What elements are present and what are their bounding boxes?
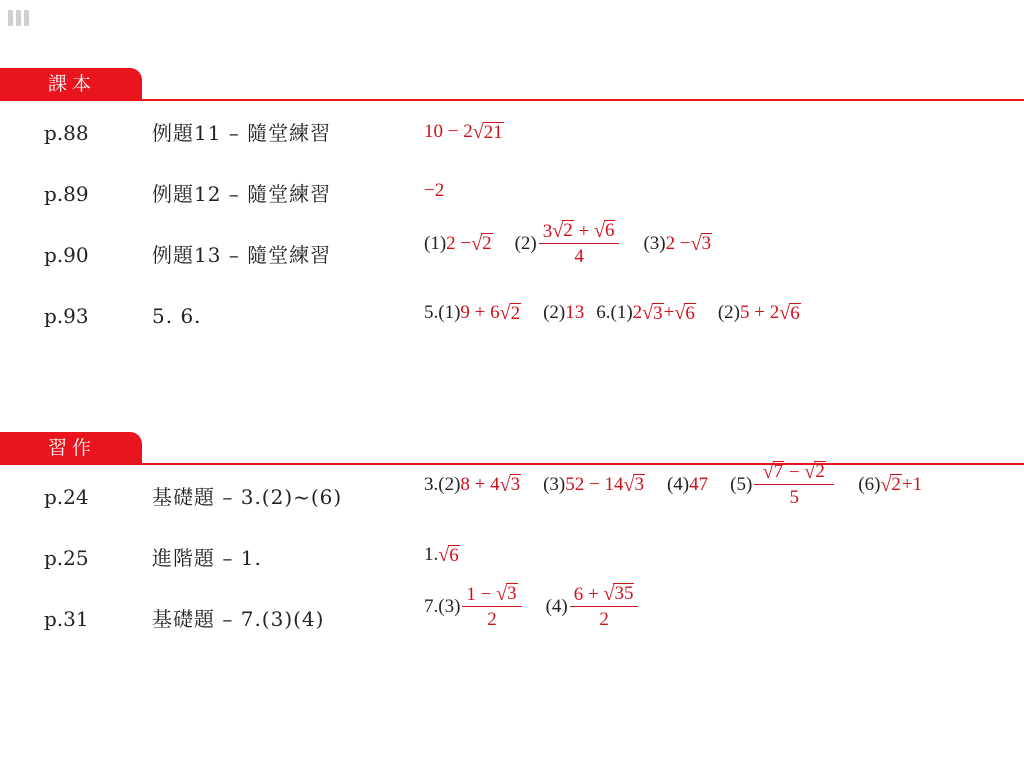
answer: 3.(2) 8 + 4 √ 3 (3) 52 − 14 √ 3 (4) 47 (5) √ 7 − √ 2 5 (6) √ 2 +1 — [424, 460, 923, 508]
list-item — [0, 123, 1024, 184]
section-title: 課本 — [0, 68, 142, 101]
page-ref: p.93 — [44, 304, 89, 328]
workbook-section — [0, 432, 1024, 670]
exercise-desc: 5. 6. — [152, 304, 202, 328]
answer: −2 — [424, 180, 445, 201]
list-item — [0, 460, 1024, 548]
page-ref: p.31 — [44, 607, 89, 631]
section-header — [0, 68, 1024, 102]
page-ref: p.24 — [44, 485, 89, 509]
section-title: 習作 — [0, 432, 142, 465]
list-item — [0, 582, 1024, 670]
answer: 5.(1) 9 + 6 √ 2 (2) 13 6.(1) 2 √ 3 + √ 6 (2) 5 + 2 √ 6 — [424, 302, 800, 325]
answer: 1. √ 6 — [424, 544, 459, 567]
answer: 10 − 2 √ 21 — [424, 121, 503, 144]
exercise-desc: 例題12 – 隨堂練習 — [152, 182, 332, 206]
exercise-desc: 例題11 – 隨堂練習 — [152, 121, 332, 145]
answer: 7.(3) 1 − √ 3 2 (4) 6 + √ 35 2 — [424, 583, 640, 631]
section-divider — [0, 99, 1024, 101]
page-ref: p.88 — [44, 121, 89, 145]
page-ref: p.89 — [44, 182, 89, 206]
list-item — [0, 302, 1024, 367]
page-ref: p.90 — [44, 243, 89, 267]
list-item — [0, 219, 1024, 306]
exercise-desc: 基礎題 – 3.(2)~(6) — [152, 485, 343, 509]
logo-mark — [8, 10, 29, 26]
exercise-desc: 進階題 – 1. — [152, 546, 262, 570]
page-ref: p.25 — [44, 546, 89, 570]
textbook-section — [0, 68, 1024, 367]
exercise-desc: 例題13 – 隨堂練習 — [152, 243, 332, 267]
exercise-desc: 基礎題 – 7.(3)(4) — [152, 607, 325, 631]
answer: (1) 2 − √ 2 (2) 3 √ 2 + √ 6 4 (3) 2 − √ 3 — [424, 219, 712, 267]
